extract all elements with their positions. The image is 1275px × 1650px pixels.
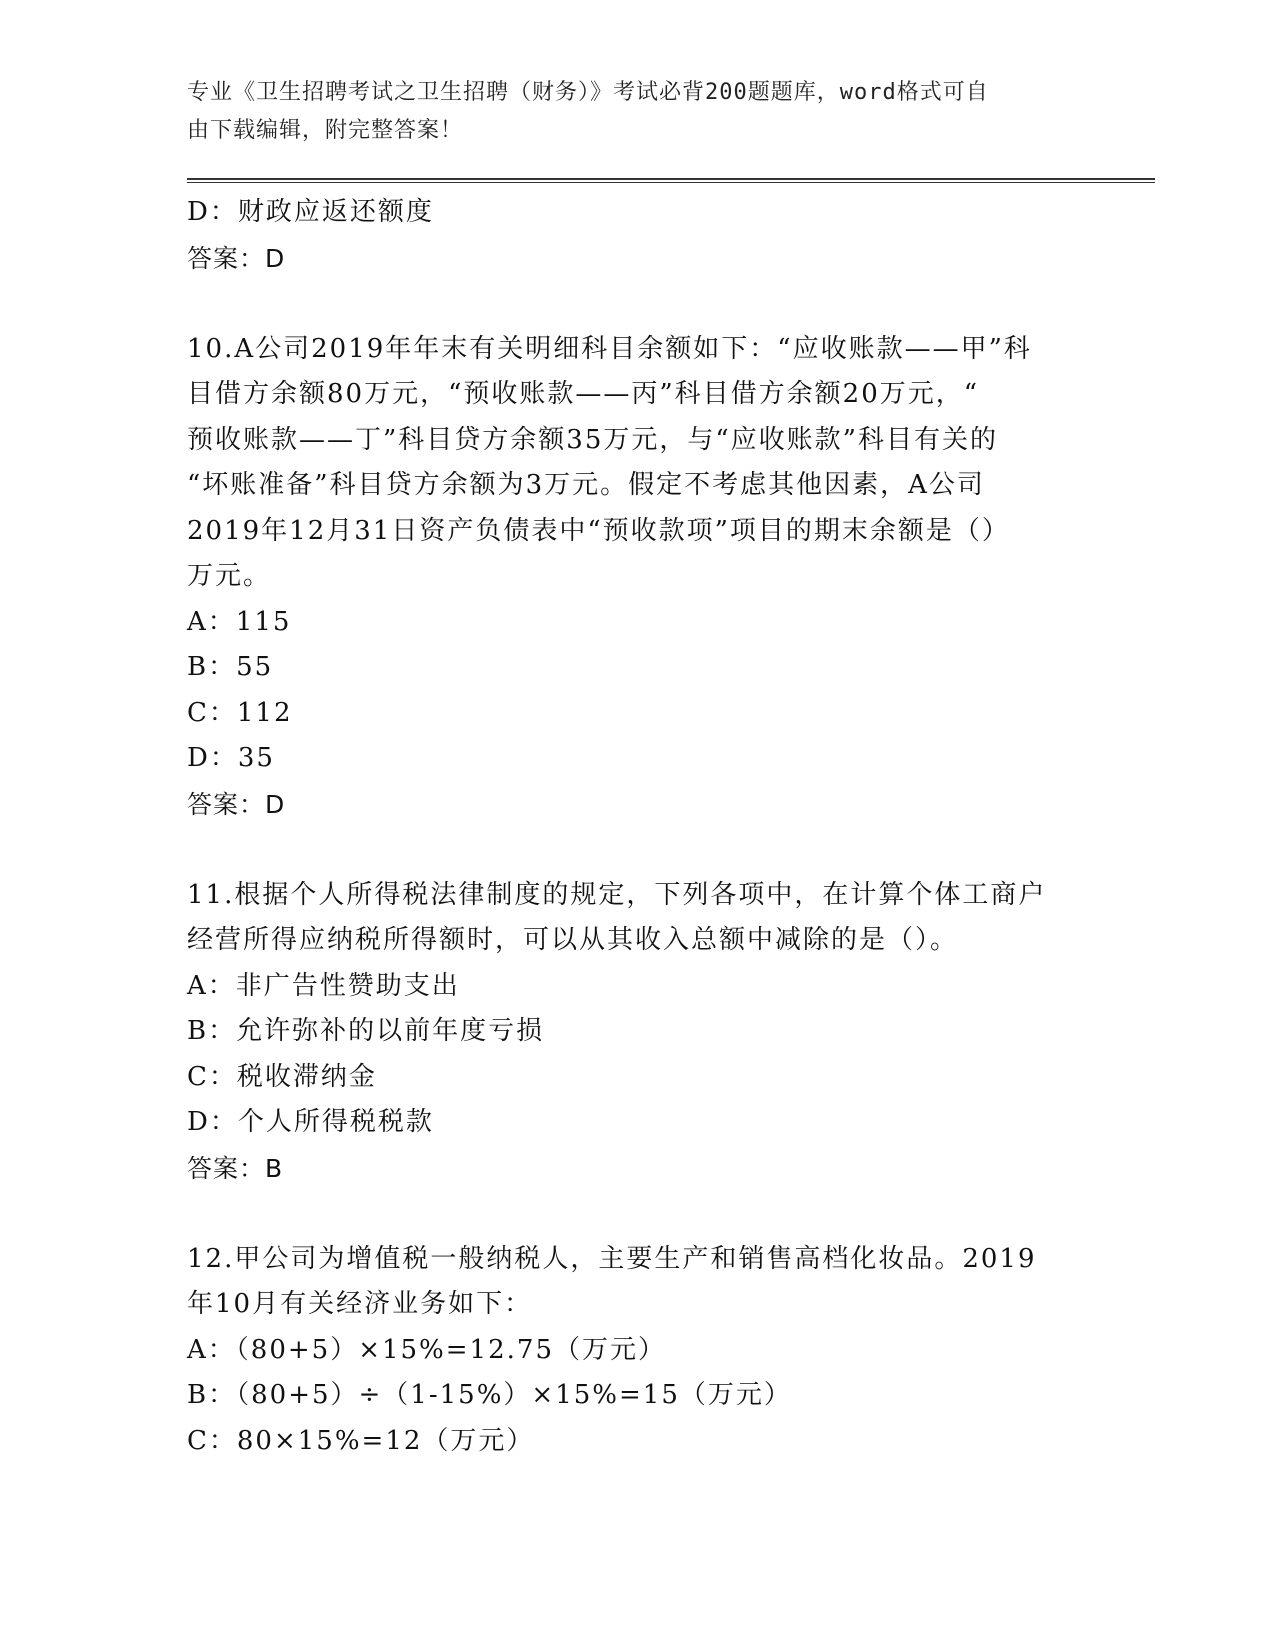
answer: 答案：B bbox=[187, 1153, 284, 1183]
header-line: 专业《卫生招聘考试之卫生招聘（财务）》考试必背200题题库，word格式可自 bbox=[187, 80, 989, 105]
header-line: 由下载编辑，附完整答案！ bbox=[187, 118, 464, 143]
question-text-line: 2019年12月31日资产负债表中“预收款项”项目的期末余额是（） bbox=[187, 515, 1010, 546]
question-text-line: 经营所得应纳税所得额时，可以从其收入总额中减除的是（）。 bbox=[187, 925, 959, 955]
question-12 bbox=[187, 1237, 1087, 1465]
question-text-line: 目借方余额80万元，“预收账款——丙”科目借方余额20万元，“ bbox=[187, 379, 980, 409]
document-header bbox=[187, 74, 1067, 150]
option-c: C：税收滞纳金 bbox=[187, 1061, 377, 1092]
question-text-line: 11.根据个人所得税法律制度的规定，下列各项中，在计算个体工商户 bbox=[187, 879, 1047, 910]
option-c: C：80×15%=12（万元） bbox=[187, 1425, 535, 1456]
answer: 答案：D bbox=[187, 789, 286, 819]
question-list bbox=[187, 190, 1087, 1464]
question-text-line: “坏账准备”科目贷方余额为3万元。假定不考虑其他因素，A公司 bbox=[187, 470, 985, 500]
spacer bbox=[187, 281, 1087, 327]
option-b: B：（80+5）÷（1-15%）×15%=15（万元） bbox=[187, 1380, 792, 1410]
question-text-line: 12.甲公司为增值税一般纳税人，主要生产和销售高档化妆品。2019 bbox=[187, 1243, 1037, 1274]
question-10 bbox=[187, 327, 1087, 828]
header-divider bbox=[187, 178, 1155, 183]
option-b: B：55 bbox=[187, 652, 274, 682]
option-a: A：非广告性赞助支出 bbox=[187, 970, 460, 1001]
spacer bbox=[187, 1191, 1087, 1237]
option-d: D：35 bbox=[187, 743, 275, 773]
question-11 bbox=[187, 873, 1087, 1192]
option-c: C：112 bbox=[187, 697, 293, 728]
option-a: A：115 bbox=[187, 606, 292, 637]
option-b: B：允许弥补的以前年度亏损 bbox=[187, 1016, 545, 1046]
question-text-line: 10.A公司2019年年末有关明细科目余额如下：“应收账款——甲”科 bbox=[187, 333, 1032, 364]
option-d: D：财政应返还额度 bbox=[187, 197, 434, 227]
option-d: D：个人所得税税款 bbox=[187, 1107, 434, 1137]
spacer bbox=[187, 827, 1087, 873]
option-a: A：（80+5）×15%=12.75（万元） bbox=[187, 1334, 666, 1365]
question-text-line: 预收账款——丁”科目贷方余额35万元，与“应收账款”科目有关的 bbox=[187, 424, 998, 455]
question-9-tail bbox=[187, 190, 1087, 281]
answer: 答案：D bbox=[187, 243, 286, 273]
question-text-line: 年10月有关经济业务如下： bbox=[187, 1289, 533, 1319]
question-text-line: 万元。 bbox=[187, 561, 272, 591]
